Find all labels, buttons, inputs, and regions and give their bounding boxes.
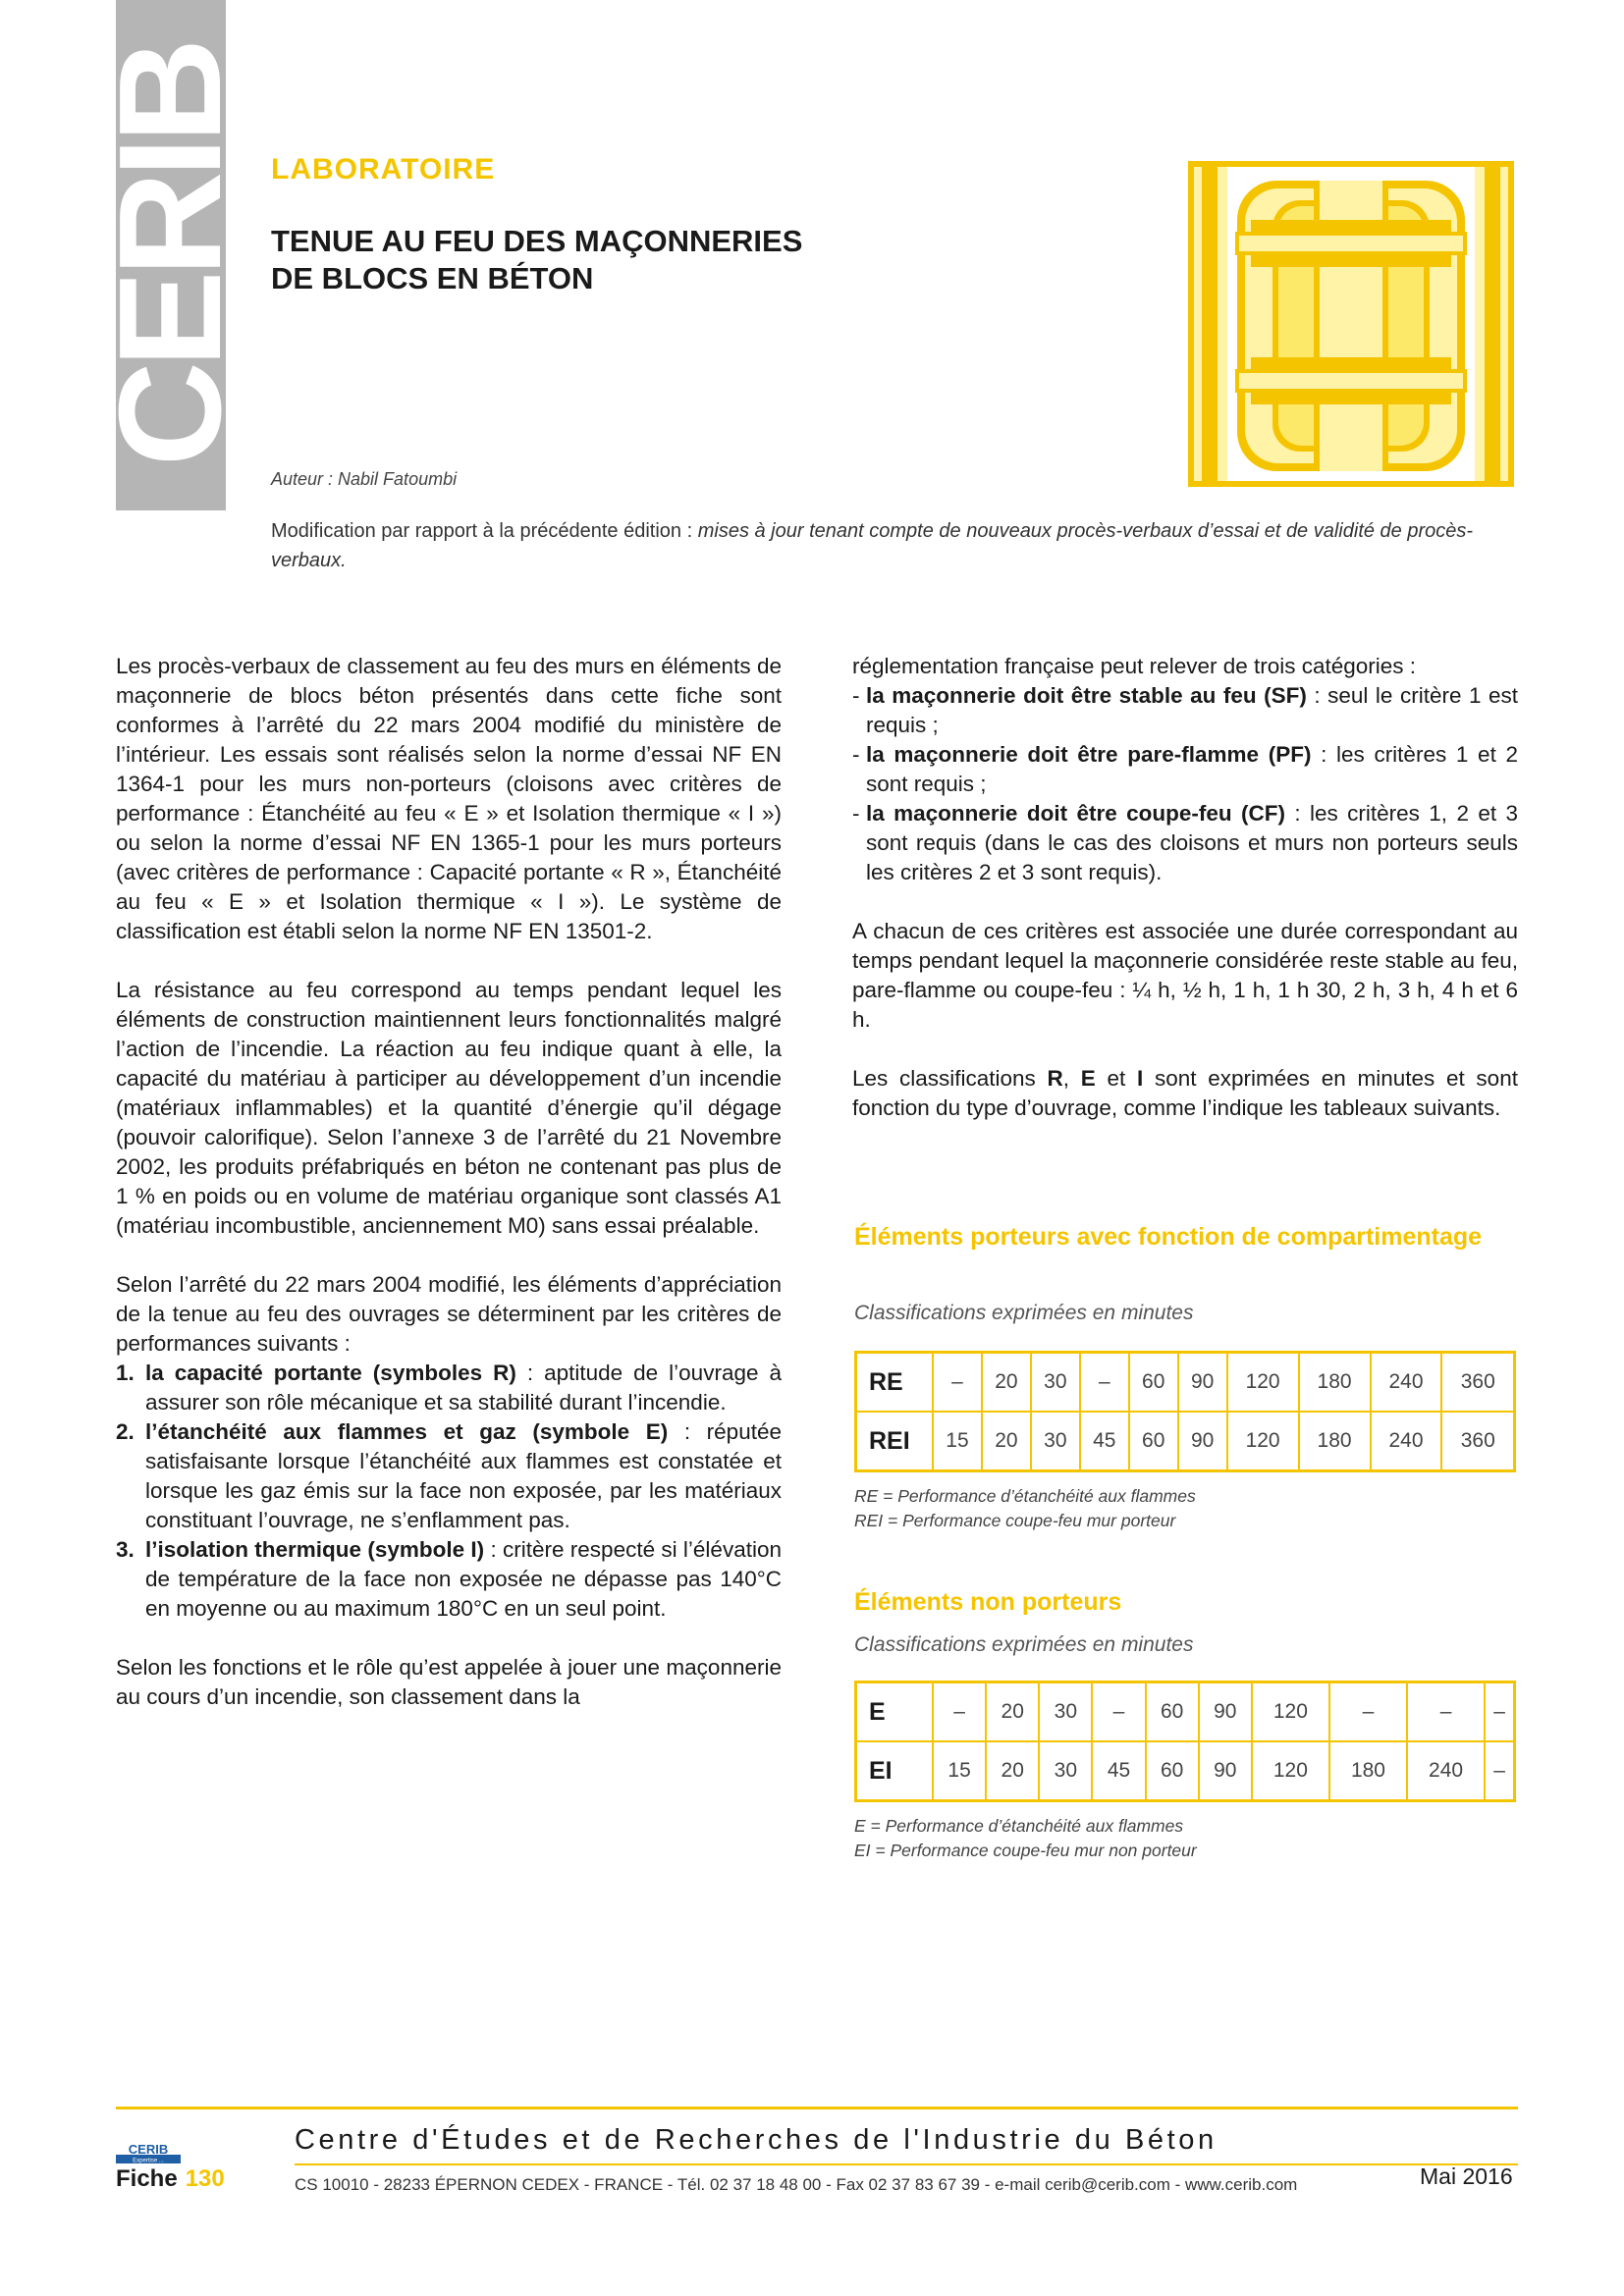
- table-cell: 90: [1199, 1741, 1252, 1801]
- author: Auteur : Nabil Fatoumbi: [271, 469, 458, 489]
- row-label: E: [856, 1682, 934, 1742]
- table-cell: 120: [1227, 1353, 1299, 1413]
- table-cell: 90: [1199, 1682, 1252, 1742]
- legend-line: E = Performance d’étanchéité aux flammes: [854, 1816, 1184, 1836]
- fiche-label: [116, 2165, 225, 2193]
- row-label: EI: [856, 1741, 934, 1801]
- legend-line: RE = Performance d’étanchéité aux flammes: [854, 1486, 1196, 1506]
- table-cell: 180: [1299, 1412, 1371, 1471]
- table-cell: 30: [1039, 1741, 1092, 1801]
- table1-legend: [854, 1484, 1196, 1533]
- table1-title: Éléments porteurs avec fonction de compartimentage: [854, 1223, 1483, 1251]
- table-cell: –: [1485, 1682, 1514, 1742]
- list-item: [852, 799, 1518, 887]
- section-label: LABORATOIRE: [271, 153, 496, 186]
- table-row: [856, 1412, 1515, 1471]
- right-column: [852, 652, 1518, 1152]
- table-cell: 45: [1080, 1412, 1129, 1471]
- list-dash: -: [852, 683, 860, 708]
- table-cell: –: [933, 1353, 982, 1413]
- table-cell: 120: [1252, 1741, 1329, 1801]
- page-title-line-2: DE BLOCS EN BÉTON: [271, 261, 594, 295]
- text-run: ,: [1062, 1066, 1081, 1091]
- list-item-text: : seul le critère 1 est requis ;: [866, 683, 1518, 737]
- logo-band: [89, 0, 251, 510]
- list-number: 2.: [116, 1419, 135, 1444]
- cerib-footer-logo: [116, 2142, 181, 2163]
- table2-title: Éléments non porteurs: [854, 1588, 1122, 1616]
- table-cell: 60: [1129, 1412, 1178, 1471]
- legend-line: REI = Performance coupe-feu mur porteur: [854, 1511, 1176, 1530]
- table-cell: 240: [1407, 1741, 1485, 1801]
- table-cell: 60: [1146, 1682, 1199, 1742]
- table-cell: 240: [1371, 1412, 1442, 1471]
- table-cell: –: [1485, 1741, 1514, 1801]
- row-label: RE: [856, 1353, 934, 1413]
- paragraph: [852, 1064, 1518, 1123]
- list-item: [116, 1359, 782, 1417]
- footer-logo-tagline: Expertise ...: [133, 2158, 164, 2164]
- table-cell: 360: [1441, 1412, 1514, 1471]
- fire-resistance-illustration: [1188, 161, 1514, 487]
- list-number: 3.: [116, 1537, 135, 1562]
- footer-organization: Centre d'Études et de Recherches de l'Industrie du Béton: [295, 2124, 1218, 2156]
- table-cell: 60: [1129, 1353, 1178, 1413]
- load-bearing-classification-table: [854, 1351, 1516, 1472]
- table-cell: 180: [1329, 1741, 1407, 1801]
- footer-top-rule: [116, 2107, 1518, 2109]
- symbol-r: R: [1047, 1066, 1063, 1091]
- footer-logo-text: CERIB: [128, 2142, 169, 2157]
- list-item-text: : aptitude de l’ouvrage à assurer son rôle mécanique et sa stabilité durant l’incendie.: [145, 1361, 782, 1415]
- paragraph: Selon l’arrêté du 22 mars 2004 modifié, les éléments d’appréciation de la tenue au feu des ouvrages se déterminent par les critères de performances suivants :: [116, 1272, 782, 1356]
- table-cell: 15: [933, 1741, 986, 1801]
- table-row: [856, 1682, 1515, 1742]
- table-cell: –: [1407, 1682, 1485, 1742]
- table-cell: 20: [982, 1412, 1031, 1471]
- left-column: [116, 652, 782, 1741]
- paragraph: Selon les fonctions et le rôle qu’est appelée à jouer une maçonnerie au cours d’un incendie, son classement dans la: [116, 1655, 782, 1709]
- table-cell: 90: [1178, 1353, 1227, 1413]
- categories-list: [852, 681, 1518, 887]
- paragraph: Les procès-verbaux de classement au feu des murs en éléments de maçonnerie de blocs béton présentés dans cette fiche sont conformes à l’arrêté du 22 mars 2004 modifié du ministère de l’intérieur. Les essais sont réalisés selon la norme d’essai NF EN 1364-1 pour les murs non-porteurs (cloisons avec critères de performance : Étanchéité au feu « E » et Isolation thermique « I ») ou selon la norme d’essai NF EN 1365-1 pour les murs porteurs (avec critères de performance : Capacité portante « R », Étanchéité au feu « E » et Isolation thermique « I »). Le système de classification est établi selon la norme NF EN 13501-2.: [116, 654, 782, 943]
- list-item-title: la capacité portante (symboles R): [145, 1361, 516, 1385]
- list-item: [852, 740, 1518, 799]
- table-cell: 30: [1031, 1412, 1080, 1471]
- paragraph: A chacun de ces critères est associée une durée correspondant au temps pendant lequel la maçonnerie considérée reste stable au feu, pare-flamme ou coupe-feu : ¼ h, ½ h, 1 h, 1 h 30, 2 h, 3 h, 4 h et 6 h.: [852, 919, 1518, 1032]
- legend-line: EI = Performance coupe-feu mur non porteur: [854, 1841, 1197, 1860]
- non-load-bearing-classification-table: [854, 1681, 1516, 1802]
- table-cell: 240: [1371, 1353, 1442, 1413]
- page-title-line-1: TENUE AU FEU DES MAÇONNERIES: [271, 224, 803, 258]
- list-item-title: la maçonnerie doit être coupe-feu (CF): [866, 801, 1285, 826]
- table2-subtitle: Classifications exprimées en minutes: [854, 1633, 1194, 1656]
- list-item-text: : réputée satisfaisante lorsque l’étanchéité aux flammes est constatée et lorsque les gaz émis sur la face non exposée, par les matériaux constituant l’ouvrage, ne s’enflamment pas.: [145, 1419, 782, 1532]
- list-item-text: : les critères 1 et 2 sont requis ;: [866, 742, 1518, 796]
- table-cell: –: [1329, 1682, 1407, 1742]
- list-item: [852, 681, 1518, 740]
- table-cell: 60: [1146, 1741, 1199, 1801]
- footer-contact: CS 10010 - 28233 ÉPERNON CEDEX - FRANCE - Tél. 02 37 18 48 00 - Fax 02 37 83 67 39 - e-mail cerib@cerib.com - www.cerib.com: [295, 2175, 1298, 2194]
- row-label: REI: [856, 1412, 934, 1471]
- paragraph: réglementation française peut relever de trois catégories :: [852, 654, 1417, 678]
- table-cell: 15: [933, 1412, 982, 1471]
- table-cell: 180: [1299, 1353, 1371, 1413]
- list-dash: -: [852, 801, 860, 826]
- criteria-list: [116, 1359, 782, 1624]
- table2-legend: [854, 1814, 1197, 1863]
- list-item-title: la maçonnerie doit être stable au feu (SF): [866, 683, 1307, 708]
- table-cell: 20: [986, 1741, 1039, 1801]
- modification-note: [271, 516, 1518, 575]
- fiche-number: 130: [185, 2165, 225, 2192]
- modification-label: Modification par rapport à la précédente édition :: [271, 520, 698, 542]
- publication-date: Mai 2016: [1420, 2163, 1513, 2189]
- table1-subtitle: Classifications exprimées en minutes: [854, 1302, 1194, 1324]
- table-cell: –: [933, 1682, 986, 1742]
- footer-mid-rule: [295, 2163, 1518, 2165]
- text-run: Les classifications: [852, 1066, 1048, 1091]
- paragraph: La résistance au feu correspond au temps pendant lequel les éléments de construction maintiennent leurs fonctionnalités malgré l’action de l’incendie. La réaction au feu indique quant à elle, la capacité du matériau à participer au développement d’un incendie (matériaux inflammables) et la quantité d’énergie qu’il dégage (pouvoir calorifique). Selon l’annexe 3 de l’arrêté du 21 Novembre 2002, les produits préfabriqués en béton ne contenant pas plus de 1 % en poids ou en volume de matériau organique sont classés A1 (matériau incombustible, anciennement M0) sans essai préalable.: [116, 978, 782, 1238]
- list-item-title: l’isolation thermique (symbole I): [145, 1537, 485, 1562]
- list-dash: -: [852, 742, 860, 767]
- list-item: [116, 1417, 782, 1535]
- symbol-e: E: [1080, 1066, 1096, 1091]
- table-cell: 20: [982, 1353, 1031, 1413]
- list-item-title: la maçonnerie doit être pare-flamme (PF): [866, 742, 1312, 767]
- table-cell: 120: [1227, 1412, 1299, 1471]
- table-cell: 45: [1092, 1741, 1145, 1801]
- list-item-text: : les critères 1, 2 et 3 sont requis (dans le cas des cloisons et murs non porteurs seuls les critères 2 et 3 sont requis).: [866, 801, 1519, 884]
- table-cell: 30: [1031, 1353, 1080, 1413]
- cerib-logo: CERIB: [89, 43, 251, 467]
- list-item: [116, 1535, 782, 1624]
- symbol-i: I: [1136, 1066, 1144, 1091]
- text-run: sont exprimées en minutes et sont fonction du type d’ouvrage, comme l’indique les tableaux suivants.: [852, 1066, 1518, 1120]
- fiche-text: Fiche: [116, 2165, 178, 2192]
- text-run: et: [1095, 1066, 1137, 1091]
- table-cell: 360: [1441, 1353, 1514, 1413]
- modification-text: mises à jour tenant compte de nouveaux procès-verbaux d’essai et de validité de procès-verbaux.: [271, 520, 1474, 571]
- table-cell: 30: [1039, 1682, 1092, 1742]
- table-row: [856, 1353, 1515, 1413]
- list-number: 1.: [116, 1361, 135, 1385]
- table-cell: 20: [986, 1682, 1039, 1742]
- table-cell: 120: [1252, 1682, 1329, 1742]
- table-row: [856, 1741, 1515, 1801]
- table-cell: –: [1092, 1682, 1145, 1742]
- table-cell: 90: [1178, 1412, 1227, 1471]
- list-item-text: : critère respecté si l’élévation de température de la face non exposée ne dépasse pas 140°C en moyenne ou au maximum 180°C en un seul point.: [145, 1537, 782, 1621]
- table-cell: –: [1080, 1353, 1129, 1413]
- list-item-title: l’étanchéité aux flammes et gaz (symbole E): [145, 1419, 669, 1444]
